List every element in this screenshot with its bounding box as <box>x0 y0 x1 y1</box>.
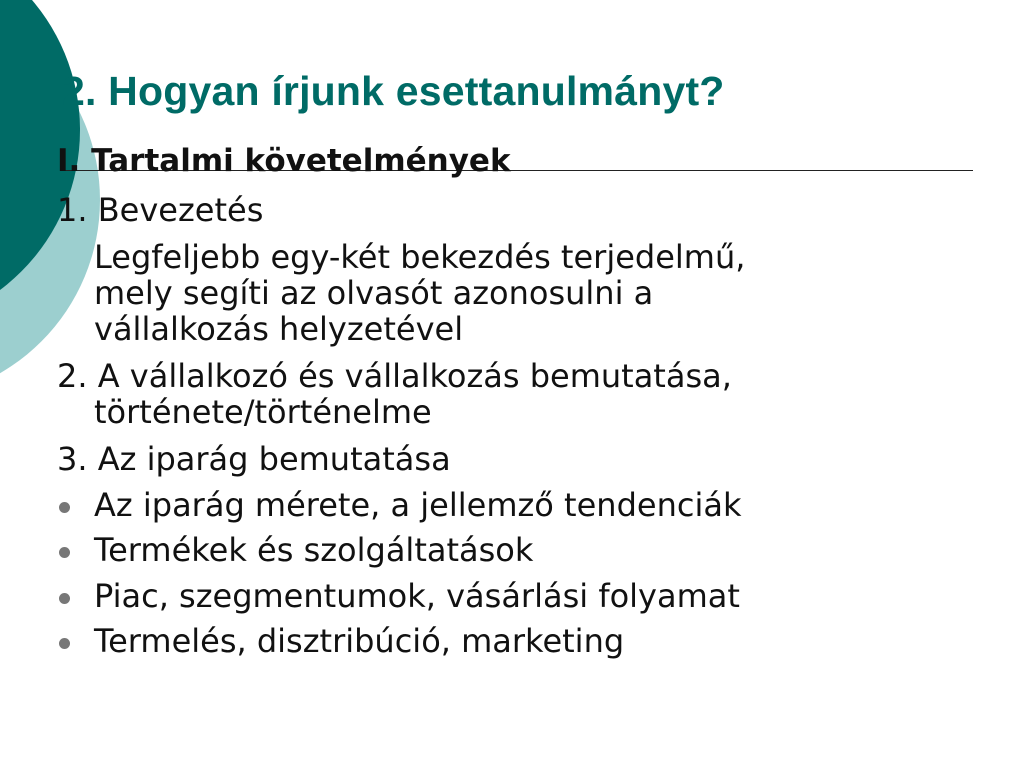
bullet-text: Termékek és szolgáltatások <box>94 531 534 569</box>
slide-title: 2. Hogyan írjunk esettanulmányt? <box>62 68 725 114</box>
bullet-dot-icon <box>59 502 70 513</box>
item-2-vallalkozo: 2. A vállalkozó és vállalkozás bemutatása, <box>57 357 732 395</box>
bullet-text: Piac, szegmentumok, vásárlási folyamat <box>94 577 740 615</box>
item-1-bevezetes: 1. Bevezetés <box>57 191 264 229</box>
item-3-iparag: 3. Az iparág bemutatása <box>57 440 451 478</box>
item-1-description-line-1: Legfeljebb egy-két bekezdés terjedelmű, <box>94 238 746 276</box>
bullet-dot-icon <box>59 593 70 604</box>
item-1-description-line-2: mely segíti az olvasót azonosulni a <box>94 274 654 312</box>
item-2-continuation: története/történelme <box>94 393 432 431</box>
item-1-description-line-3: vállalkozás helyzetével <box>94 310 464 348</box>
bullet-dot-icon <box>59 638 70 649</box>
bullet-text: Az iparág mérete, a jellemző tendenciák <box>94 486 742 524</box>
bullet-dot-icon <box>59 547 70 558</box>
bullet-text: Termelés, disztribúció, marketing <box>94 622 625 660</box>
section-subheading: I. Tartalmi követelmények <box>57 143 511 179</box>
